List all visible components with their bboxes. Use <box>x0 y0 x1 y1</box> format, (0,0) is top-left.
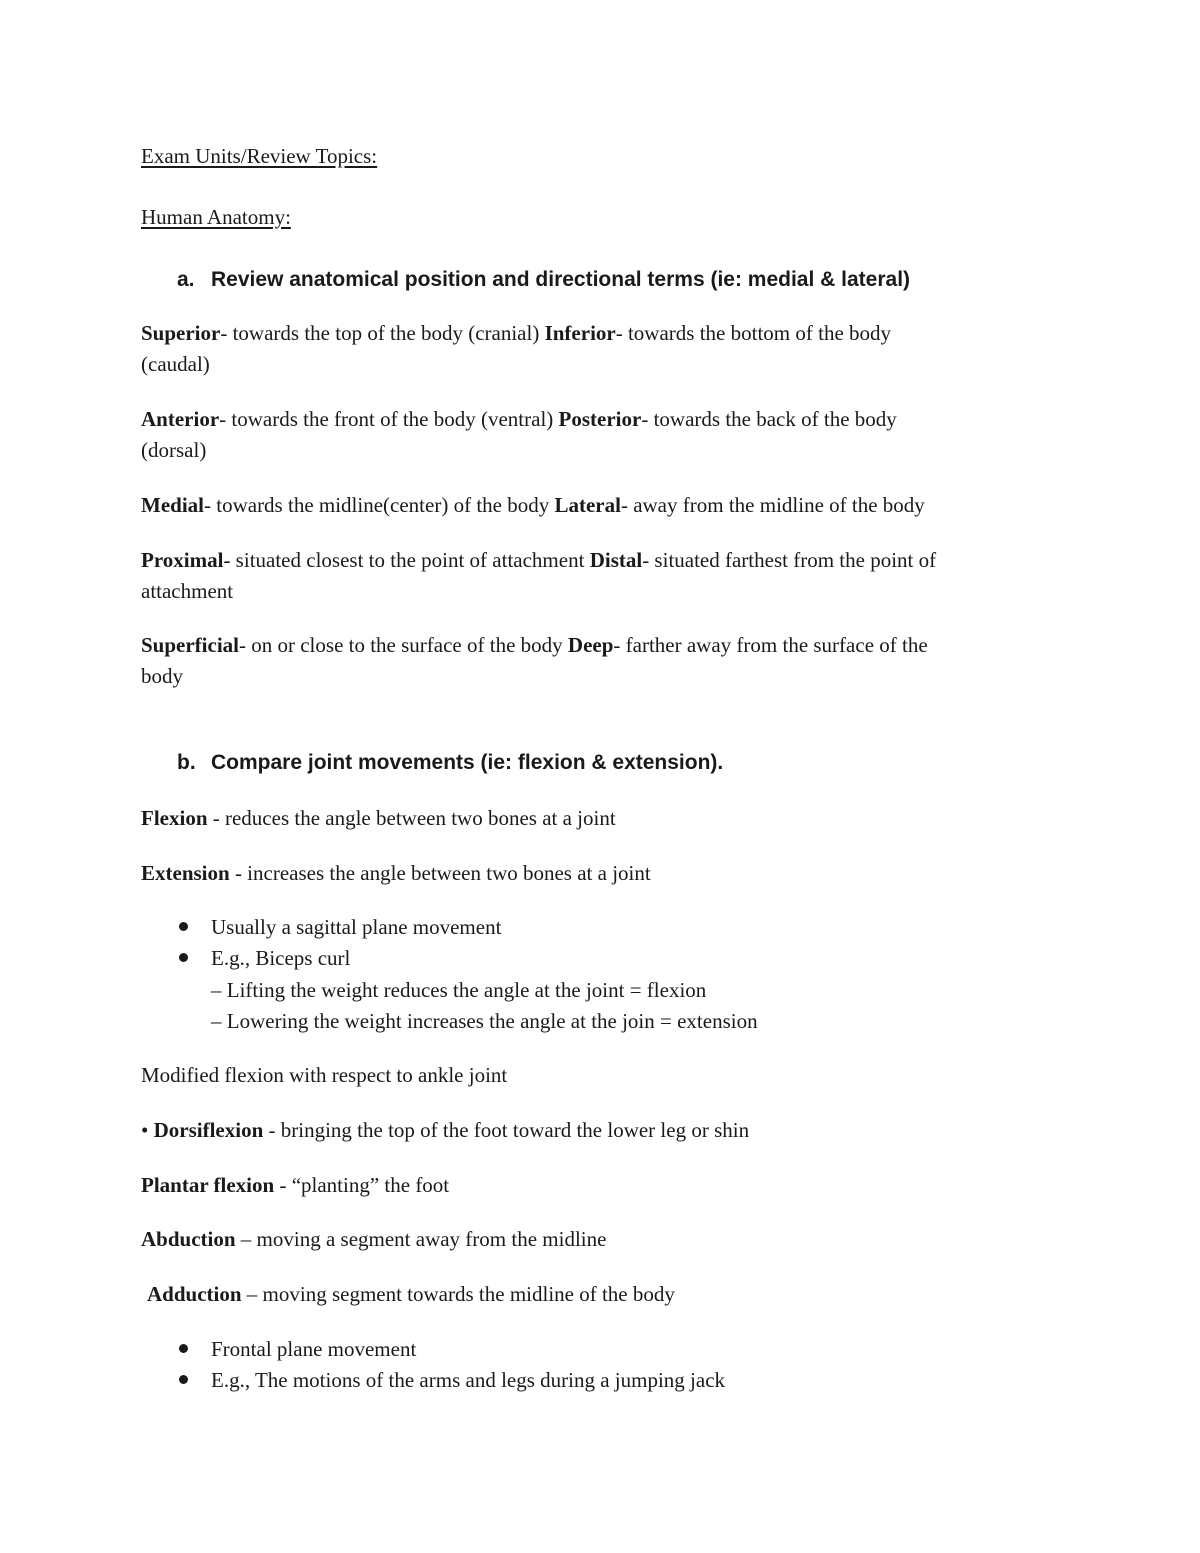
desc-distal: - situated farthest from the point of <box>642 548 937 572</box>
list-item <box>179 943 350 974</box>
sub-item: – Lifting the weight reduces the angle at the joint = flexion <box>211 978 707 1002</box>
part-a-letter: a. <box>177 268 195 291</box>
part-b-heading <box>177 748 723 778</box>
term-line-superior <box>141 318 891 349</box>
adduction-line <box>147 1279 675 1310</box>
list-item-text: E.g., The motions of the arms and legs during a jumping jack <box>211 1368 726 1392</box>
term-superior: Superior <box>141 321 221 345</box>
part-a-heading-text: Review anatomical position and directional terms (ie: medial & lateral) <box>211 268 911 291</box>
desc-adduction: – moving segment towards the midline of the body <box>241 1282 675 1306</box>
term-line-medial <box>141 490 925 521</box>
term-flexion: Flexion <box>141 806 208 830</box>
term-distal: Distal <box>589 548 643 572</box>
desc-posterior: - towards the back of the body <box>641 407 897 431</box>
dorsiflexion-line <box>141 1115 749 1146</box>
desc-abduction: – moving a segment away from the midline <box>235 1227 607 1251</box>
list-item-text: E.g., Biceps curl <box>211 946 351 970</box>
term-posterior: Posterior <box>558 407 642 431</box>
bullet-glyph: • <box>141 1118 154 1142</box>
term-superficial: Superficial <box>141 633 239 657</box>
term-plantar-flexion: Plantar flexion <box>141 1173 275 1197</box>
desc-superficial: - on or close to the surface of the body <box>239 633 568 657</box>
term-deep: Deep <box>567 633 614 657</box>
term-line-proximal <box>141 545 936 576</box>
part-b-heading-text: Compare joint movements (ie: flexion & extension). <box>211 751 724 774</box>
desc-deep: - farther away from the surface of the <box>613 633 928 657</box>
desc-anterior: - towards the front of the body (ventral) <box>219 407 559 431</box>
term-anterior: Anterior <box>141 407 220 431</box>
term-line-proximal-cont: attachment <box>141 579 234 603</box>
part-a-heading <box>177 265 910 295</box>
modified-flexion-line: Modified flexion with respect to ankle joint <box>141 1063 508 1087</box>
term-abduction: Abduction <box>141 1227 236 1251</box>
term-line-superior-cont: (caudal) <box>141 352 210 376</box>
term-proximal: Proximal <box>141 548 224 572</box>
term-inferior: Inferior <box>544 321 616 345</box>
part-b-letter: b. <box>177 751 196 774</box>
desc-extension: - increases the angle between two bones at a joint <box>229 861 651 885</box>
list-item <box>179 1365 725 1396</box>
term-adduction: Adduction <box>147 1282 242 1306</box>
term-line-superficial-cont: body <box>141 664 183 688</box>
term-medial: Medial <box>141 493 204 517</box>
list-item <box>179 1334 416 1365</box>
term-line-superficial <box>141 630 928 661</box>
plantar-flexion-line <box>141 1170 449 1201</box>
flexion-line <box>141 803 616 834</box>
list-item-text: Frontal plane movement <box>211 1337 417 1361</box>
desc-medial: - towards the midline(center) of the body <box>204 493 555 517</box>
bullet-icon <box>179 922 188 931</box>
desc-plantar-flexion: - “planting” the foot <box>274 1173 450 1197</box>
bullet-icon <box>179 1344 188 1353</box>
desc-superior: - towards the top of the body (cranial) <box>220 321 545 345</box>
term-line-anterior <box>141 404 897 435</box>
term-dorsiflexion: Dorsiflexion <box>153 1118 264 1142</box>
sub-item: – Lowering the weight increases the angle at the join = extension <box>211 1009 758 1033</box>
desc-inferior: - towards the bottom of the body <box>615 321 892 345</box>
desc-lateral: - away from the midline of the body <box>620 493 925 517</box>
bullet-icon <box>179 1375 188 1384</box>
term-lateral: Lateral <box>554 493 621 517</box>
abduction-line <box>141 1224 606 1255</box>
list-item <box>179 912 501 943</box>
extension-line <box>141 858 651 889</box>
term-extension: Extension <box>141 861 230 885</box>
section-heading: Human Anatomy: <box>141 205 291 229</box>
desc-proximal: - situated closest to the point of attachment <box>223 548 590 572</box>
term-line-anterior-cont: (dorsal) <box>141 438 207 462</box>
bullet-icon <box>179 953 188 962</box>
desc-flexion: - reduces the angle between two bones at a joint <box>207 806 616 830</box>
desc-dorsiflexion: - bringing the top of the foot toward the lower leg or shin <box>263 1118 750 1142</box>
list-item-text: Usually a sagittal plane movement <box>211 915 502 939</box>
document-title: Exam Units/Review Topics: <box>141 144 378 168</box>
